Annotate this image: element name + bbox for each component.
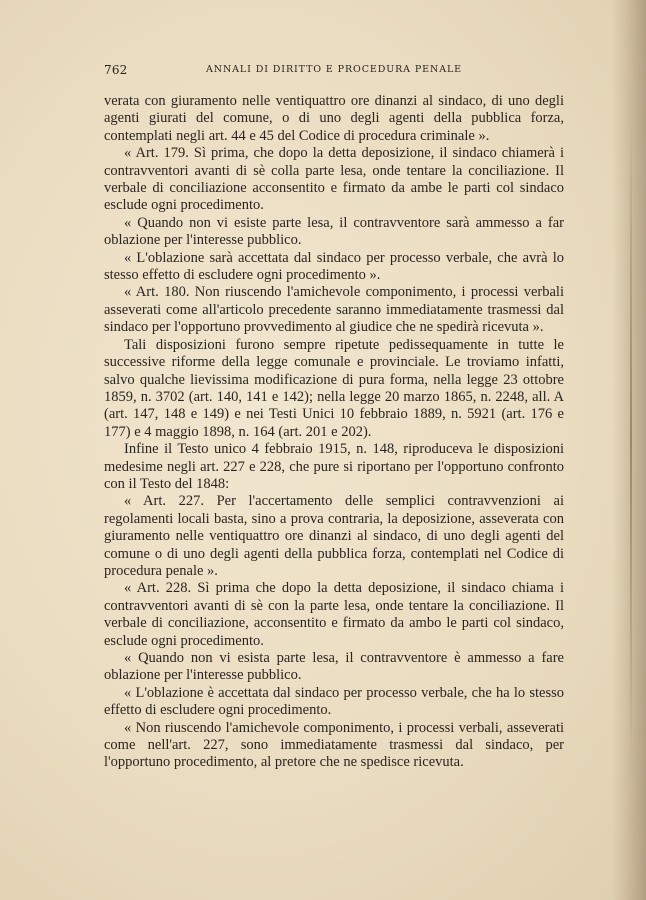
paragraph-oblazione-accettata-1848: « L'oblazione sarà accettata dal sindaco per processo verbale, che avrà lo stesso effetto di escludere ogni procedimento ». — [104, 249, 564, 284]
paragraph-successive-riforme: Tali disposizioni furono sempre ripetute pedissequamente in tutte le successive riforme della legge comunale e provinciale. Le troviamo infatti, salvo qualche lievissima modificazione di pura forma, nella legge 23 ottobre 1859, n. 3702 (art. 140, 141 e 142); nella legge 20 marzo 1865, n. 2248, all. A (art. 147, 148 e 149) e nei Testi Unici 10 febbraio 1889, n. 5921 (art. 176 e 177) e 4 maggio 1898, n. 164 (art. 201 e 202). — [104, 336, 564, 440]
paragraph-oblazione-1915: « Quando non vi esista parte lesa, il contravventore è ammesso a fare oblazione per l'interesse pubblico. — [104, 650, 564, 684]
paragraph-art-179: « Art. 179. Sì prima, che dopo la detta deposizione, il sindaco chiamerà i contravventori avanti di sè colla parte lesa, onde tentare la conciliazione. Il verbale di conciliazione acconsentito e firmato da ambe le parti col sindaco esclude ogni procedimento. — [104, 145, 564, 214]
paragraph-oblazione-accettata-1915: « L'oblazione è accettata dal sindaco per processo verbale, che ha lo stesso effetto di escludere ogni procedimento. — [104, 684, 564, 719]
paragraph-componimento-1915: « Non riuscendo l'amichevole componimento, i processi verbali, asseverati come nell'art. 227, sono immediatamente trasmessi dal sindaco, per l'opportuno procedimento, al pretore che ne spedisce ricevuta. — [104, 719, 564, 771]
page-fold-line — [630, 120, 632, 760]
paragraph-art-227: « Art. 227. Per l'accertamento delle semplici contravvenzioni ai regolamenti locali basta, sino a prova contraria, la deposizione, asseverata con giuramento nelle ventiquattro ore dinanzi al sindaco, di uno degli agenti del comune o di uno degli agenti della pubblica forza, contemplati nel Codice di procedura penale ». — [104, 493, 564, 579]
journal-title: ANNALI DI DIRITTO E PROCEDURA PENALE — [205, 64, 463, 75]
running-head — [104, 63, 564, 81]
body-text — [104, 93, 564, 772]
page-number: 762 — [104, 63, 128, 77]
paragraph-art-228: « Art. 228. Sì prima che dopo la detta deposizione, il sindaco chiama i contravventori avanti di sè con la parte lesa, onde tentare la conciliazione. Il verbale di conciliazione, acconsentito e firmato da ambo le parti col sindaco, esclude ogni procedimento. — [104, 580, 564, 649]
paragraph-art-180: « Art. 180. Non riuscendo l'amichevole componimento, i processi verbali asseverati come all'articolo precedente saranno immediatamente trasmessi dal sindaco per l'opportuno provvedimento al giudice che ne spedirà ricevuta ». — [104, 284, 564, 336]
paragraph-continuation: verata con giuramento nelle ventiquattro ore dinanzi al sindaco, di uno degli agenti giurati del comune, o di uno degli agenti della pubblica forza, contemplati negli art. 44 e 45 del Codice di procedura criminale ». — [104, 93, 564, 144]
paragraph-oblazione-1848: « Quando non vi esiste parte lesa, il contravventore sarà ammesso a far oblazione per l'interesse pubblico. — [104, 214, 564, 249]
paragraph-testo-unico-1915: Infine il Testo unico 4 febbraio 1915, n. 148, riproduceva le disposizioni medesime negli art. 227 e 228, che pure si riportano per l'opportuno confronto con il Testo del 1848: — [104, 441, 564, 492]
page-edge-shadow — [612, 0, 646, 900]
